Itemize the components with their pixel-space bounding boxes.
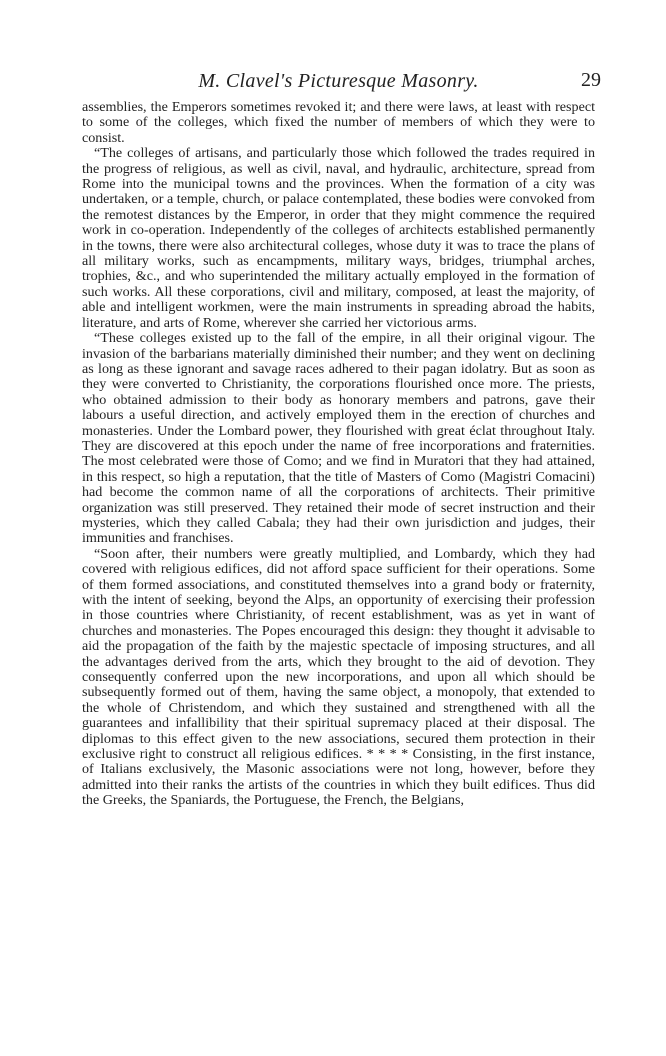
- body-text: [82, 100, 595, 809]
- paragraph-3: “These colleges existed up to the fall of the empire, in all their original vigour. The invasion of the barbarians materially diminished their number; and they went on declining as long as these ignorant and savage races adhered to their pagan idolatry. But as soon as they were converted to Christianity, the corporations flourished once more. The priests, who obtained admission to their body as honorary members and patrons, gave their labours a useful direction, and actively employed them in the erection of churches and monasteries. Under the Lombard power, they flourished with great éclat throughout Italy. They are discovered at this epoch under the name of free incorporations and fraternities. The most celebrated were those of Como; and we find in Muratori that they had attained, in this respect, so high a reputation, that the title of Masters of Como (Magistri Comacini) had become the common name of all the corporations of architects. Their primitive organization was still preserved. They retained their mode of secret instruction and their mysteries, which they called Cabala; they had their own jurisdiction and judges, their immunities and franchises.: [82, 330, 595, 547]
- paragraph-2: “The colleges of artisans, and particularly those which followed the trades required in the progress of religious, as well as civil, naval, and hydraulic, architecture, spread from Rome into the municipal towns and the provinces. When the formation of a city was undertaken, or a temple, church, or palace contemplated, these bodies were convoked from the remotest distances by the Emperor, in order that they might commence the required work in co-operation. Independently of the colleges of architects established permanently in the towns, there were also architectural colleges, whose duty it was to trace the plans of all military works, such as encampments, military ways, bridges, triumphal arches, trophies, &c., and who superintended the military actually employed in the formation of such works. All these corporations, civil and military, composed, at least the majority, of able and intelligent workmen, were the main instruments in spreading abroad the habits, literature, and arts of Rome, wherever she carried her victorious arms.: [82, 145, 595, 331]
- book-page: [82, 69, 601, 809]
- page-number: 29: [581, 69, 601, 91]
- paragraph-1: assemblies, the Emperors sometimes revoked it; and there were laws, at least with respect to some of the colleges, which fixed the number of members of which they were to consist.: [82, 99, 595, 146]
- running-title: M. Clavel's Picturesque Masonry.: [198, 70, 479, 92]
- running-head: [82, 69, 601, 100]
- paragraph-4: “Soon after, their numbers were greatly multiplied, and Lombardy, which they had covered with religious edifices, did not afford space sufficient for their operations. Some of them formed associations, and constituted themselves into a grand body or fraternity, with the intent of seeking, beyond the Alps, an opportunity of exercising their profession in those countries where Christianity, of recent establishment, was as yet in want of churches and monasteries. The Popes encouraged this design: they thought it advisable to aid the propagation of the faith by the majestic spectacle of imposing structures, and all the advantages derived from the arts, which they brought to the aid of devotion. They consequently conferred upon the new incorporations, and upon all which should be subsequently formed out of them, having the same object, a monopoly, that extended to the whole of Christendom, and which they sustained and strengthened with all the guarantees and infallibility that their spiritual supremacy placed at their disposal. The diplomas to this effect given to the new associations, secured them protection in their exclusive right to construct all religious edifices. * * * * Consisting, in the first instance, of Italians exclusively, the Masonic associations were not long, however, before they admitted into their ranks the artists of the countries in which they built edifices. Thus did the Greeks, the Spaniards, the Portuguese, the French, the Belgians,: [82, 545, 595, 809]
